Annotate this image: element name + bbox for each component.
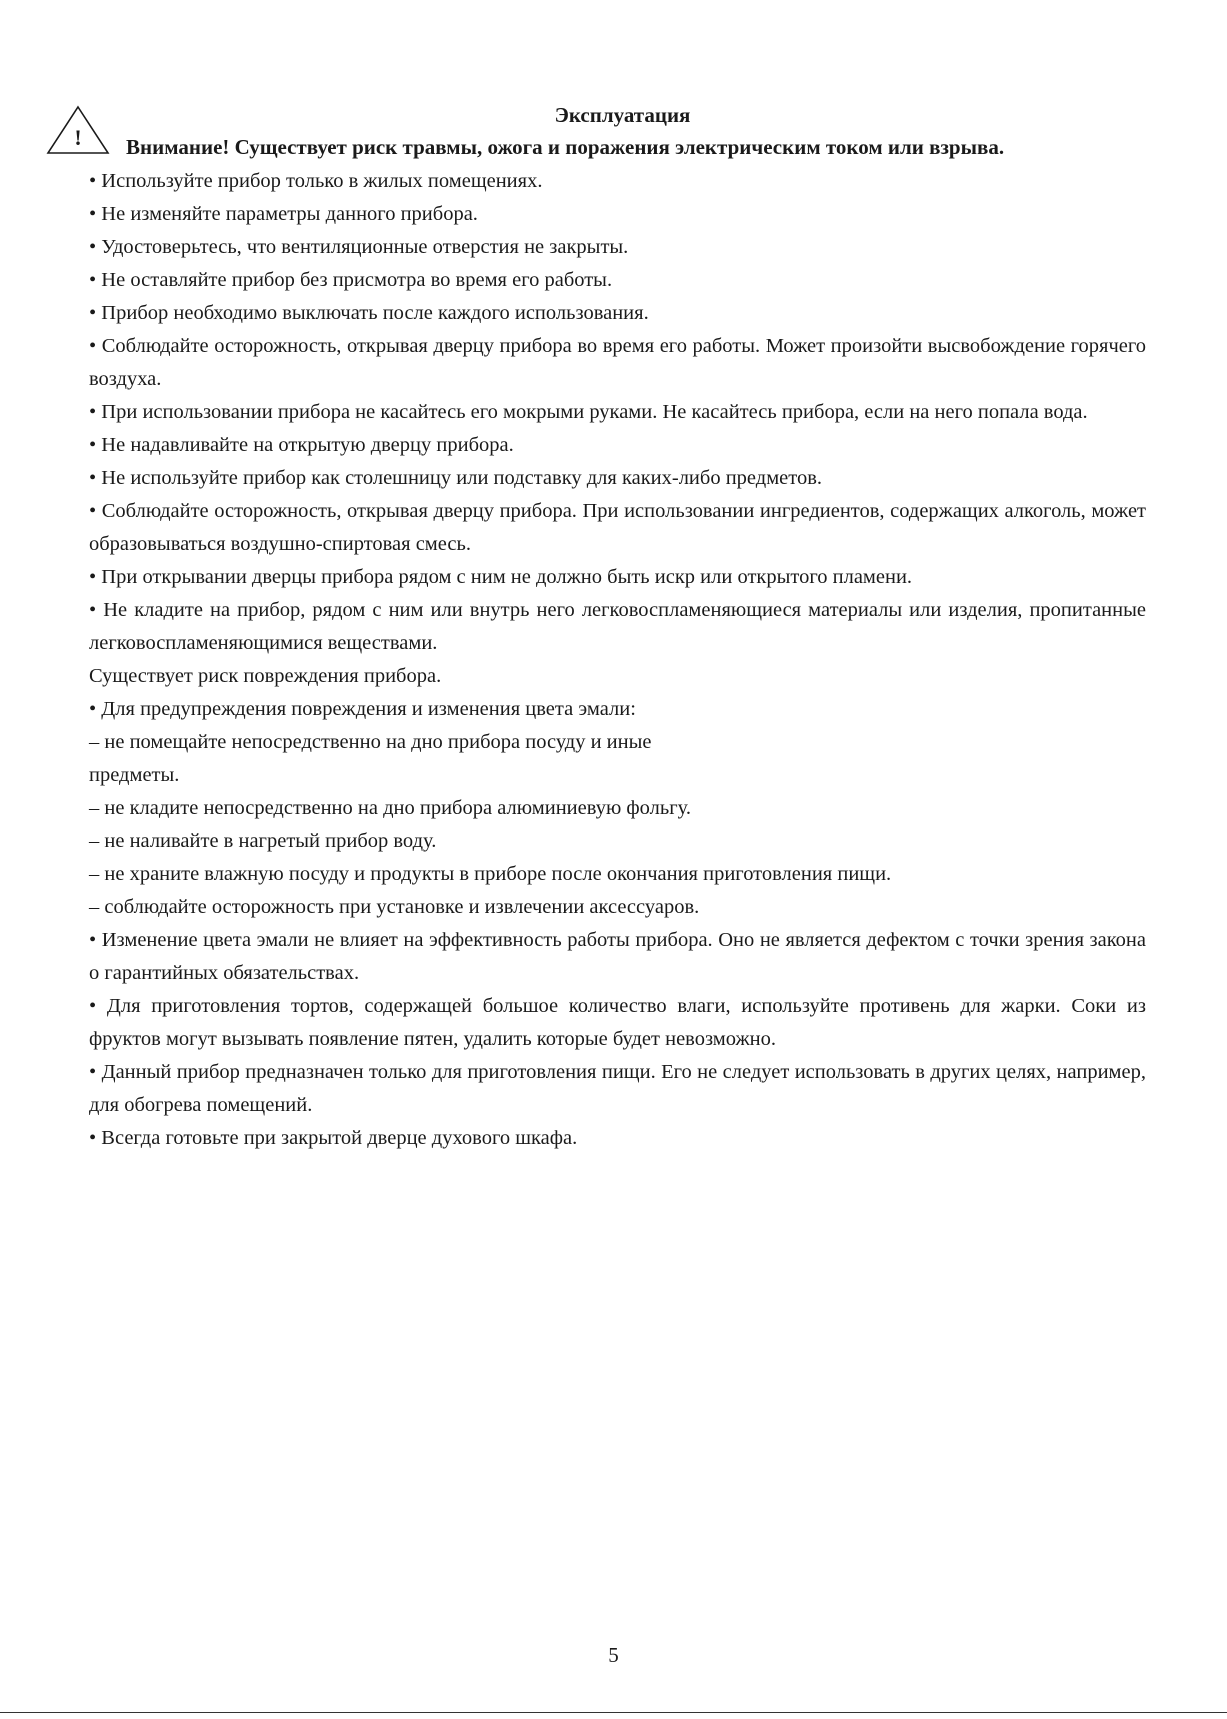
- instruction-paragraph: • Всегда готовьте при закрытой дверце духового шкафа.: [89, 1127, 578, 1149]
- instruction-paragraph: • Не кладите на прибор, рядом с ним или внутрь него легковоспламеняющиеся материалы или изделия, пропитанные легковоспламеняющимися веществами.: [89, 599, 1146, 654]
- page-number: 5: [608, 1643, 619, 1667]
- instruction-paragraph: • Не изменяйте параметры данного прибора.: [89, 203, 478, 225]
- instruction-paragraph: • При использовании прибора не касайтесь его мокрыми руками. Не касайтесь прибора, если на него попала вода.: [89, 401, 1088, 423]
- instruction-paragraph: • Не надавливайте на открытую дверцу прибора.: [89, 434, 514, 456]
- instruction-paragraph: • Данный прибор предназначен только для приготовления пищи. Его не следует использовать в других целях, например, для обогрева помещений.: [89, 1061, 1146, 1116]
- page-title: Эксплуатация: [554, 103, 691, 127]
- instruction-subitem: – не наливайте в нагретый прибор воду.: [89, 830, 437, 852]
- instruction-paragraph: • Для приготовления тортов, содержащей большое количество влаги, используйте противень для жарки. Соки из фруктов могут вызывать появление пятен, удалить которые будет невозможно.: [89, 995, 1146, 1050]
- instruction-paragraph: • Изменение цвета эмали не влияет на эффективность работы прибора. Оно не является дефектом с точки зрения закона о гарантийных обязательствах.: [89, 929, 1146, 984]
- instruction-subitem: – не храните влажную посуду и продукты в приборе после окончания приготовления пищи.: [89, 863, 892, 885]
- instruction-paragraph: • Не оставляйте прибор без присмотра во время его работы.: [89, 269, 613, 291]
- instruction-subitem: – не кладите непосредственно на дно прибора алюминиевую фольгу.: [89, 797, 691, 819]
- instruction-paragraph: • Прибор необходимо выключать после каждого использования.: [89, 302, 649, 324]
- instruction-paragraph: • Соблюдайте осторожность, открывая дверцу прибора. При использовании ингредиентов, содержащих алкоголь, может образовываться воздушно-спиртовая смесь.: [89, 500, 1146, 555]
- instruction-paragraph: • Не используйте прибор как столешницу или подставку для каких-либо предметов.: [89, 467, 823, 489]
- section-note: Существует риск повреждения прибора.: [89, 665, 442, 687]
- instruction-paragraph: • Для предупреждения повреждения и изменения цвета эмали:: [89, 698, 636, 720]
- instruction-subitem: – не помещайте непосредственно на дно прибора посуду и иные: [89, 731, 652, 753]
- footer-divider: [0, 1712, 1227, 1713]
- instruction-paragraph: • Соблюдайте осторожность, открывая дверцу прибора во время его работы. Может произойти высвобождение горячего воздуха.: [89, 335, 1146, 390]
- instructions-body: [89, 165, 1146, 1155]
- instruction-paragraph: • При открывании дверцы прибора рядом с ним не должно быть искр или открытого пламени.: [89, 566, 913, 588]
- instruction-subitem: – соблюдайте осторожность при установке и извлечении аксессуаров.: [89, 896, 700, 918]
- warning-statement: Внимание! Существует риск травмы, ожога и поражения электрическим током или взрыва.: [126, 135, 1005, 159]
- instruction-paragraph: • Используйте прибор только в жилых помещениях.: [89, 170, 543, 192]
- instruction-subitem: предметы.: [89, 764, 180, 786]
- instruction-paragraph: • Удостоверьтесь, что вентиляционные отверстия не закрыты.: [89, 236, 629, 258]
- svg-text:!: !: [74, 125, 82, 150]
